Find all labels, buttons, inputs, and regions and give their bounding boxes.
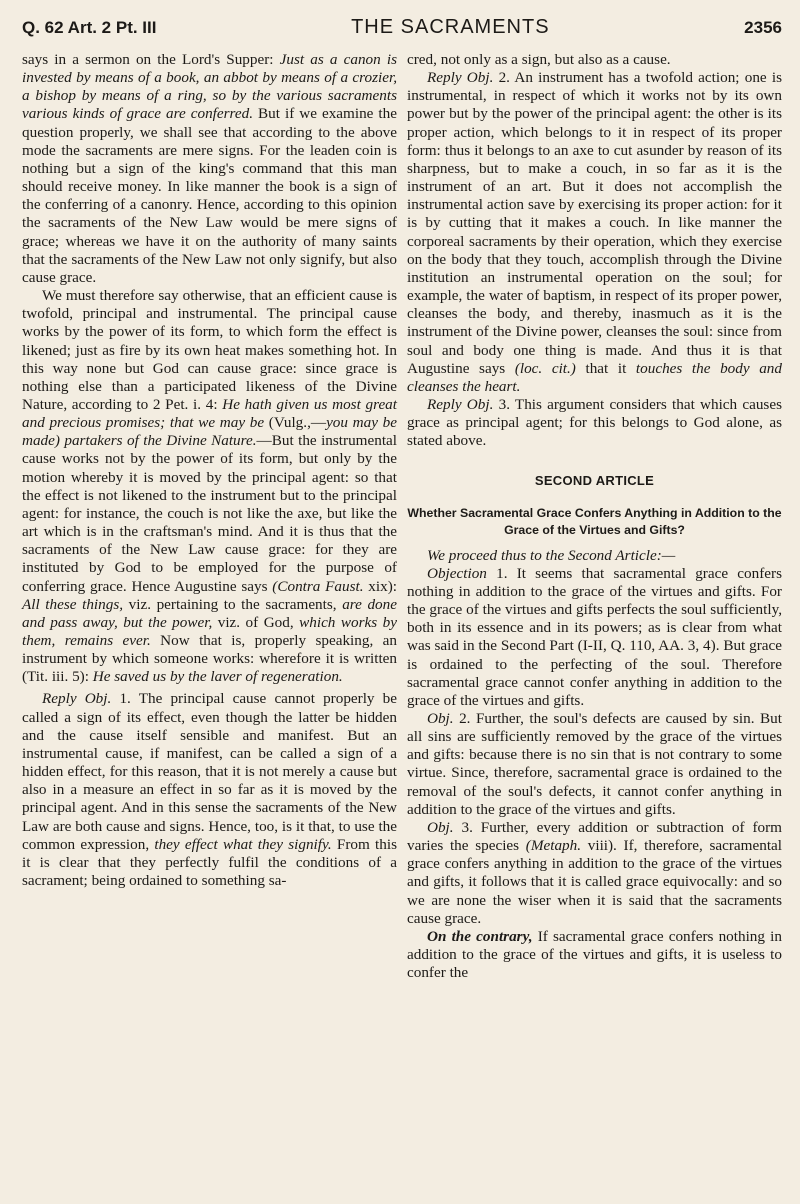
question-article-reference: Q. 62 Art. 2 Pt. III <box>22 18 157 37</box>
paragraph-reply-obj-1: Reply Obj. 1. The principal cause cannot properly be called a sign of its effect, even though the latter be hidden and the cause itself sensible and manifest. But an instrumental cause, if manifest, can be called a sign of a hidden effect, for this reason, that it is not merely a cause but also in a measure an effect in so far as it is moved by the principal agent. And in this sense the sacraments of the New Law are both cause and signs. Hence, too, is it that, to use the common expression, they effect what they signify. From this it is clear that they perfectly fulfil the conditions of a sacrament; being ordained to something sa- <box>22 690 397 890</box>
running-header <box>22 16 782 46</box>
paragraph-reply-obj-2: Reply Obj. 2. An instrument has a twofold action; one is instrumental, in respect of which it works not by its own power but by the power of the principal agent: the other is its proper action, which belongs to it in respect of its proper form: thus it belongs to an axe to cut asunder by reason of its sharpness, but to make a couch, in so far as it is the instrument of an art. But it does not accomplish the instrumental action save by exercising its proper action: for it is by cutting that it makes a couch. In like manner the corporeal sacraments by their operation, which they exercise on the body that they touch, accomplish through the Divine institution an instrumental operation on the soul; for example, the water of baptism, in respect of its proper power, cleanses the body, and thereby, inasmuch as it is the instrument of the Divine power, cleanses the soul: since from soul and body one thing is made. And thus it is that Augustine says (loc. cit.) that it touches the body and cleanses the heart. <box>407 69 782 395</box>
paragraph-on-the-contrary: On the contrary, If sacramental grace confers nothing in addition to the grace of the virtues and gifts, it is useless to confer the <box>407 927 782 982</box>
running-title: THE SACRAMENTS <box>351 16 550 38</box>
paragraph-reply-obj-3: Reply Obj. 3. This argument considers that which causes grace as principal agent; for this belongs to God alone, as stated above. <box>407 395 782 450</box>
article-question: Whether Sacramental Grace Confers Anything in Addition to the Grace of the Virtues and Gifts? <box>407 505 782 537</box>
paragraph-objection-3: Obj. 3. Further, every addition or subtraction of form varies the species (Metaph. viii). If, therefore, sacramental grace confers anything in addition to the grace of the virtues and gifts, it follows that it is called grace equivocally: and so we are none the wiser when it is said that the sacraments cause grace. <box>407 818 782 927</box>
left-column <box>22 51 397 982</box>
page-number: 2356 <box>744 18 782 37</box>
paragraph-continuation: cred, not only as a sign, but also as a cause. <box>407 51 671 68</box>
paragraph-objection-2: Obj. 2. Further, the soul's defects are caused by sin. But all sins are sufficiently removed by the grace of the virtues and gifts: because there is no sin that is not contrary to some virtue. Since, therefore, sacramental grace is ordained to the removal of the soul's defects, it cannot confer anything in addition to the grace of the virtues and gifts. <box>407 710 782 818</box>
paragraph-efficient-cause: We must therefore say otherwise, that an efficient cause is twofold, principal and instrumental. The principal cause works by the power of its form, to which form the effect is likened; just as fire by its own heat makes something hot. In this way none but God can cause grace: since grace is nothing else than a participated likeness of the Divine Nature, according to 2 Pet. i. 4: He hath given us most great and precious promises; that we may be (Vulg.,—you may be made) partakers of the Divine Nature.—But the instrumental cause works not by the power of its form, but only by the motion whereby it is moved by the principal agent: so that the effect is not likened to the instrument but to the principal agent: for instance, the couch is not like the axe, but like the art which is in the craftsman's mind. And it is thus that the sacraments of the New Law cause grace: for they are instituted by God to be employed for the purpose of conferring grace. Hence Augustine says (Contra Faust. xix): All these things, viz. pertaining to the sacraments, are done and pass away, but the power, viz. of God, which works by them, remains ever. Now that is, properly speaking, an instrument by which someone works: wherefore it is written (Tit. iii. 5): He saved us by the laver of regeneration. <box>22 287 397 686</box>
article-heading: SECOND ARTICLE <box>534 473 655 489</box>
proceed-line: We proceed thus to the Second Article:— <box>427 546 676 564</box>
paragraph-objection-1: Objection 1. It seems that sacramental grace confers nothing in addition to the grace of the virtues and gifts. For the grace of the virtues and gifts perfects the soul sufficiently, both in its essence and in its powers; as is clear from what was said in the Second Part (I-II, Q. 110, AA. 3, 4). But grace is ordained to the perfecting of the soul. Therefore sacramental grace cannot confer anything in addition to the grace of the virtues and gifts. <box>407 564 782 709</box>
right-column <box>407 51 782 982</box>
paragraph-sermon-quote: says in a sermon on the Lord's Supper: Just as a canon is invested by means of a book, an abbot by means of a crozier, a bishop by means of a ring, so by the various sacraments various kinds of grace are conferred. But if we examine the question properly, we shall see that according to the above mode the sacraments are mere signs. For the leaden coin is nothing but a sign of the king's command that this man should receive money. In like manner the book is a sign of the conferring of a canonry. Hence, according to this opinion the sacraments of the New Law would be mere signs of grace; whereas we have it on the authority of many saints that the sacraments of the New Law not only signify, but also cause grace. <box>22 51 398 286</box>
